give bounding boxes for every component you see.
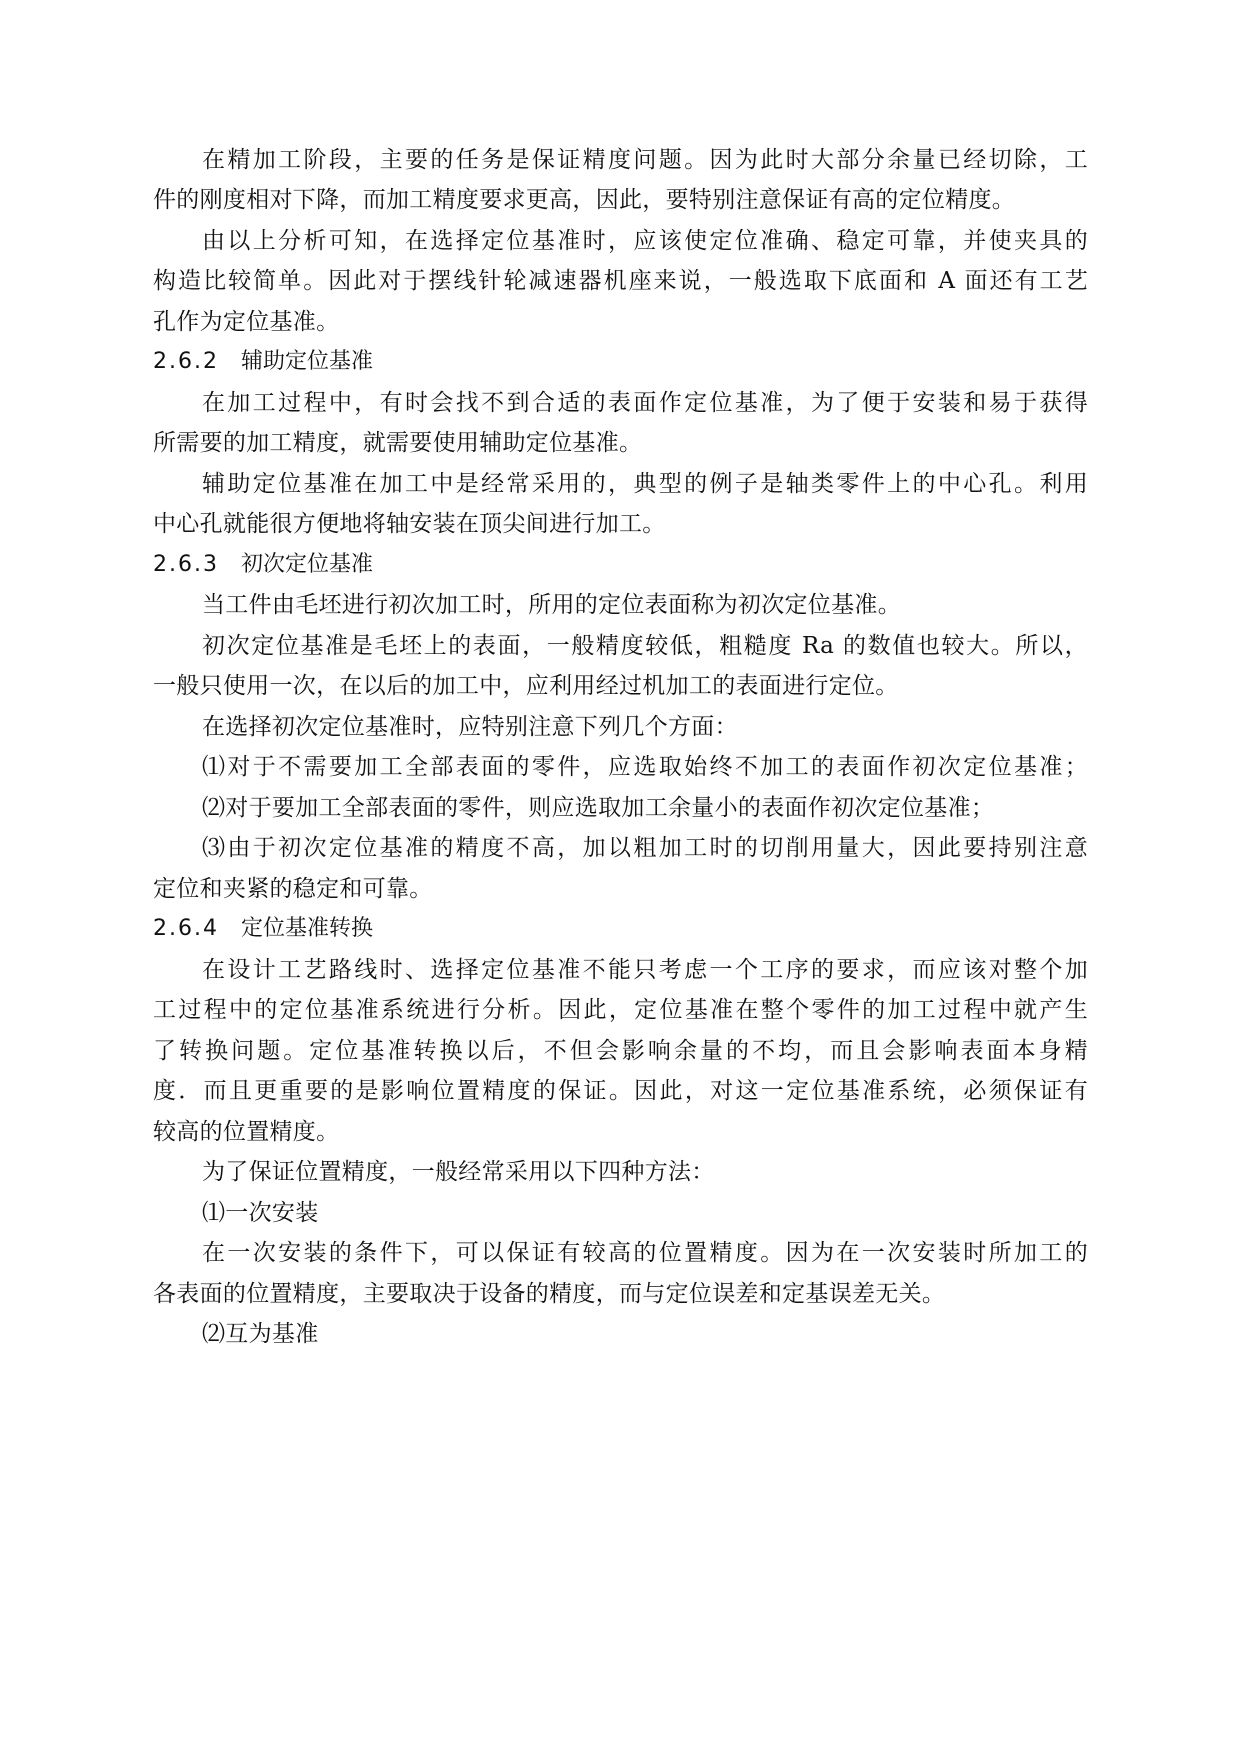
list-item: ⑴一次安装 [202,1200,319,1226]
paragraph-line: 所需要的加工精度，就需要使用辅助定位基准。 [153,430,643,456]
paragraph-line: 了转换问题。定位基准转换以后，不但会影响余量的不均，而且会影响表面本身精 [153,1038,1088,1064]
paragraph-line: 由以上分析可知，在选择定位基准时，应该使定位准确、稳定可靠，并使夹具的 [202,228,1088,254]
list-item: ⑶由于初次定位基准的精度不高，加以粗加工时的切削用量大，因此要持别注意 [202,835,1088,861]
paragraph-line: 较高的位置精度。 [153,1119,340,1145]
paragraph-line: 在加工过程中，有时会找不到合适的表面作定位基准，为了便于安装和易于获得 [202,390,1088,416]
paragraph-line: 在选择初次定位基准时，应特别注意下列几个方面： [202,714,738,740]
section-heading-2-6-4 [153,914,373,944]
list-item: ⑵对于要加工全部表面的零件，则应选取加工余量小的表面作初次定位基准； [202,795,995,821]
section-heading-2-6-2 [153,347,373,377]
paragraph-line: 当工件由毛坯进行初次加工时，所用的定位表面称为初次定位基准。 [202,592,901,618]
section-title: 辅助定位基准 [241,349,374,374]
paragraph-line: 在精加工阶段，主要的任务是保证精度问题。因为此时大部分余量已经切除，工 [202,147,1088,173]
list-item: ⑵互为基准 [202,1321,319,1347]
paragraph-line: 各表面的位置精度，主要取决于设备的精度，而与定位误差和定基误差无关。 [153,1281,946,1307]
paragraph-line: 工过程中的定位基准系统进行分析。因此，定位基准在整个零件的加工过程中就产生 [153,997,1088,1023]
paragraph-line: 件的刚度相对下降，而加工精度要求更高，因此，要特别注意保证有高的定位精度。 [153,187,1016,213]
paragraph-line: 一般只使用一次，在以后的加工中，应利用经过机加工的表面进行定位。 [153,673,899,699]
section-number: 2.6.2 [153,349,219,374]
paragraph-line: 孔作为定位基准。 [153,309,340,335]
paragraph-line: 在设计工艺路线时、选择定位基准不能只考虑一个工序的要求，而应该对整个加 [202,957,1088,983]
list-item: ⑴对于不需要加工全部表面的零件，应选取始终不加工的表面作初次定位基准； [202,754,1088,780]
section-number: 2.6.3 [153,552,219,577]
paragraph-line: 构造比较简单。因此对于摆线针轮减速器机座来说，一般选取下底面和 A 面还有工艺 [153,268,1088,294]
section-title: 定位基准转换 [241,916,374,941]
paragraph-line: 中心孔就能很方便地将轴安装在顶尖间进行加工。 [153,511,666,537]
paragraph-line: 辅助定位基准在加工中是经常采用的，典型的例子是轴类零件上的中心孔。利用 [202,471,1088,497]
paragraph-line: 初次定位基准是毛坯上的表面，一般精度较低，粗糙度 Ra 的数值也较大。所以， [202,633,1088,659]
paragraph-line: 定位和夹紧的稳定和可靠。 [153,876,433,902]
section-title: 初次定位基准 [241,552,374,577]
paragraph-line: 度．而且更重要的是影响位置精度的保证。因此，对这一定位基准系统，必须保证有 [153,1078,1088,1104]
paragraph-line: 为了保证位置精度，一般经常采用以下四种方法： [202,1159,715,1185]
section-number: 2.6.4 [153,916,219,941]
paragraph-line: 在一次安装的条件下，可以保证有较高的位置精度。因为在一次安装时所加工的 [202,1240,1088,1266]
section-heading-2-6-3 [153,550,373,580]
